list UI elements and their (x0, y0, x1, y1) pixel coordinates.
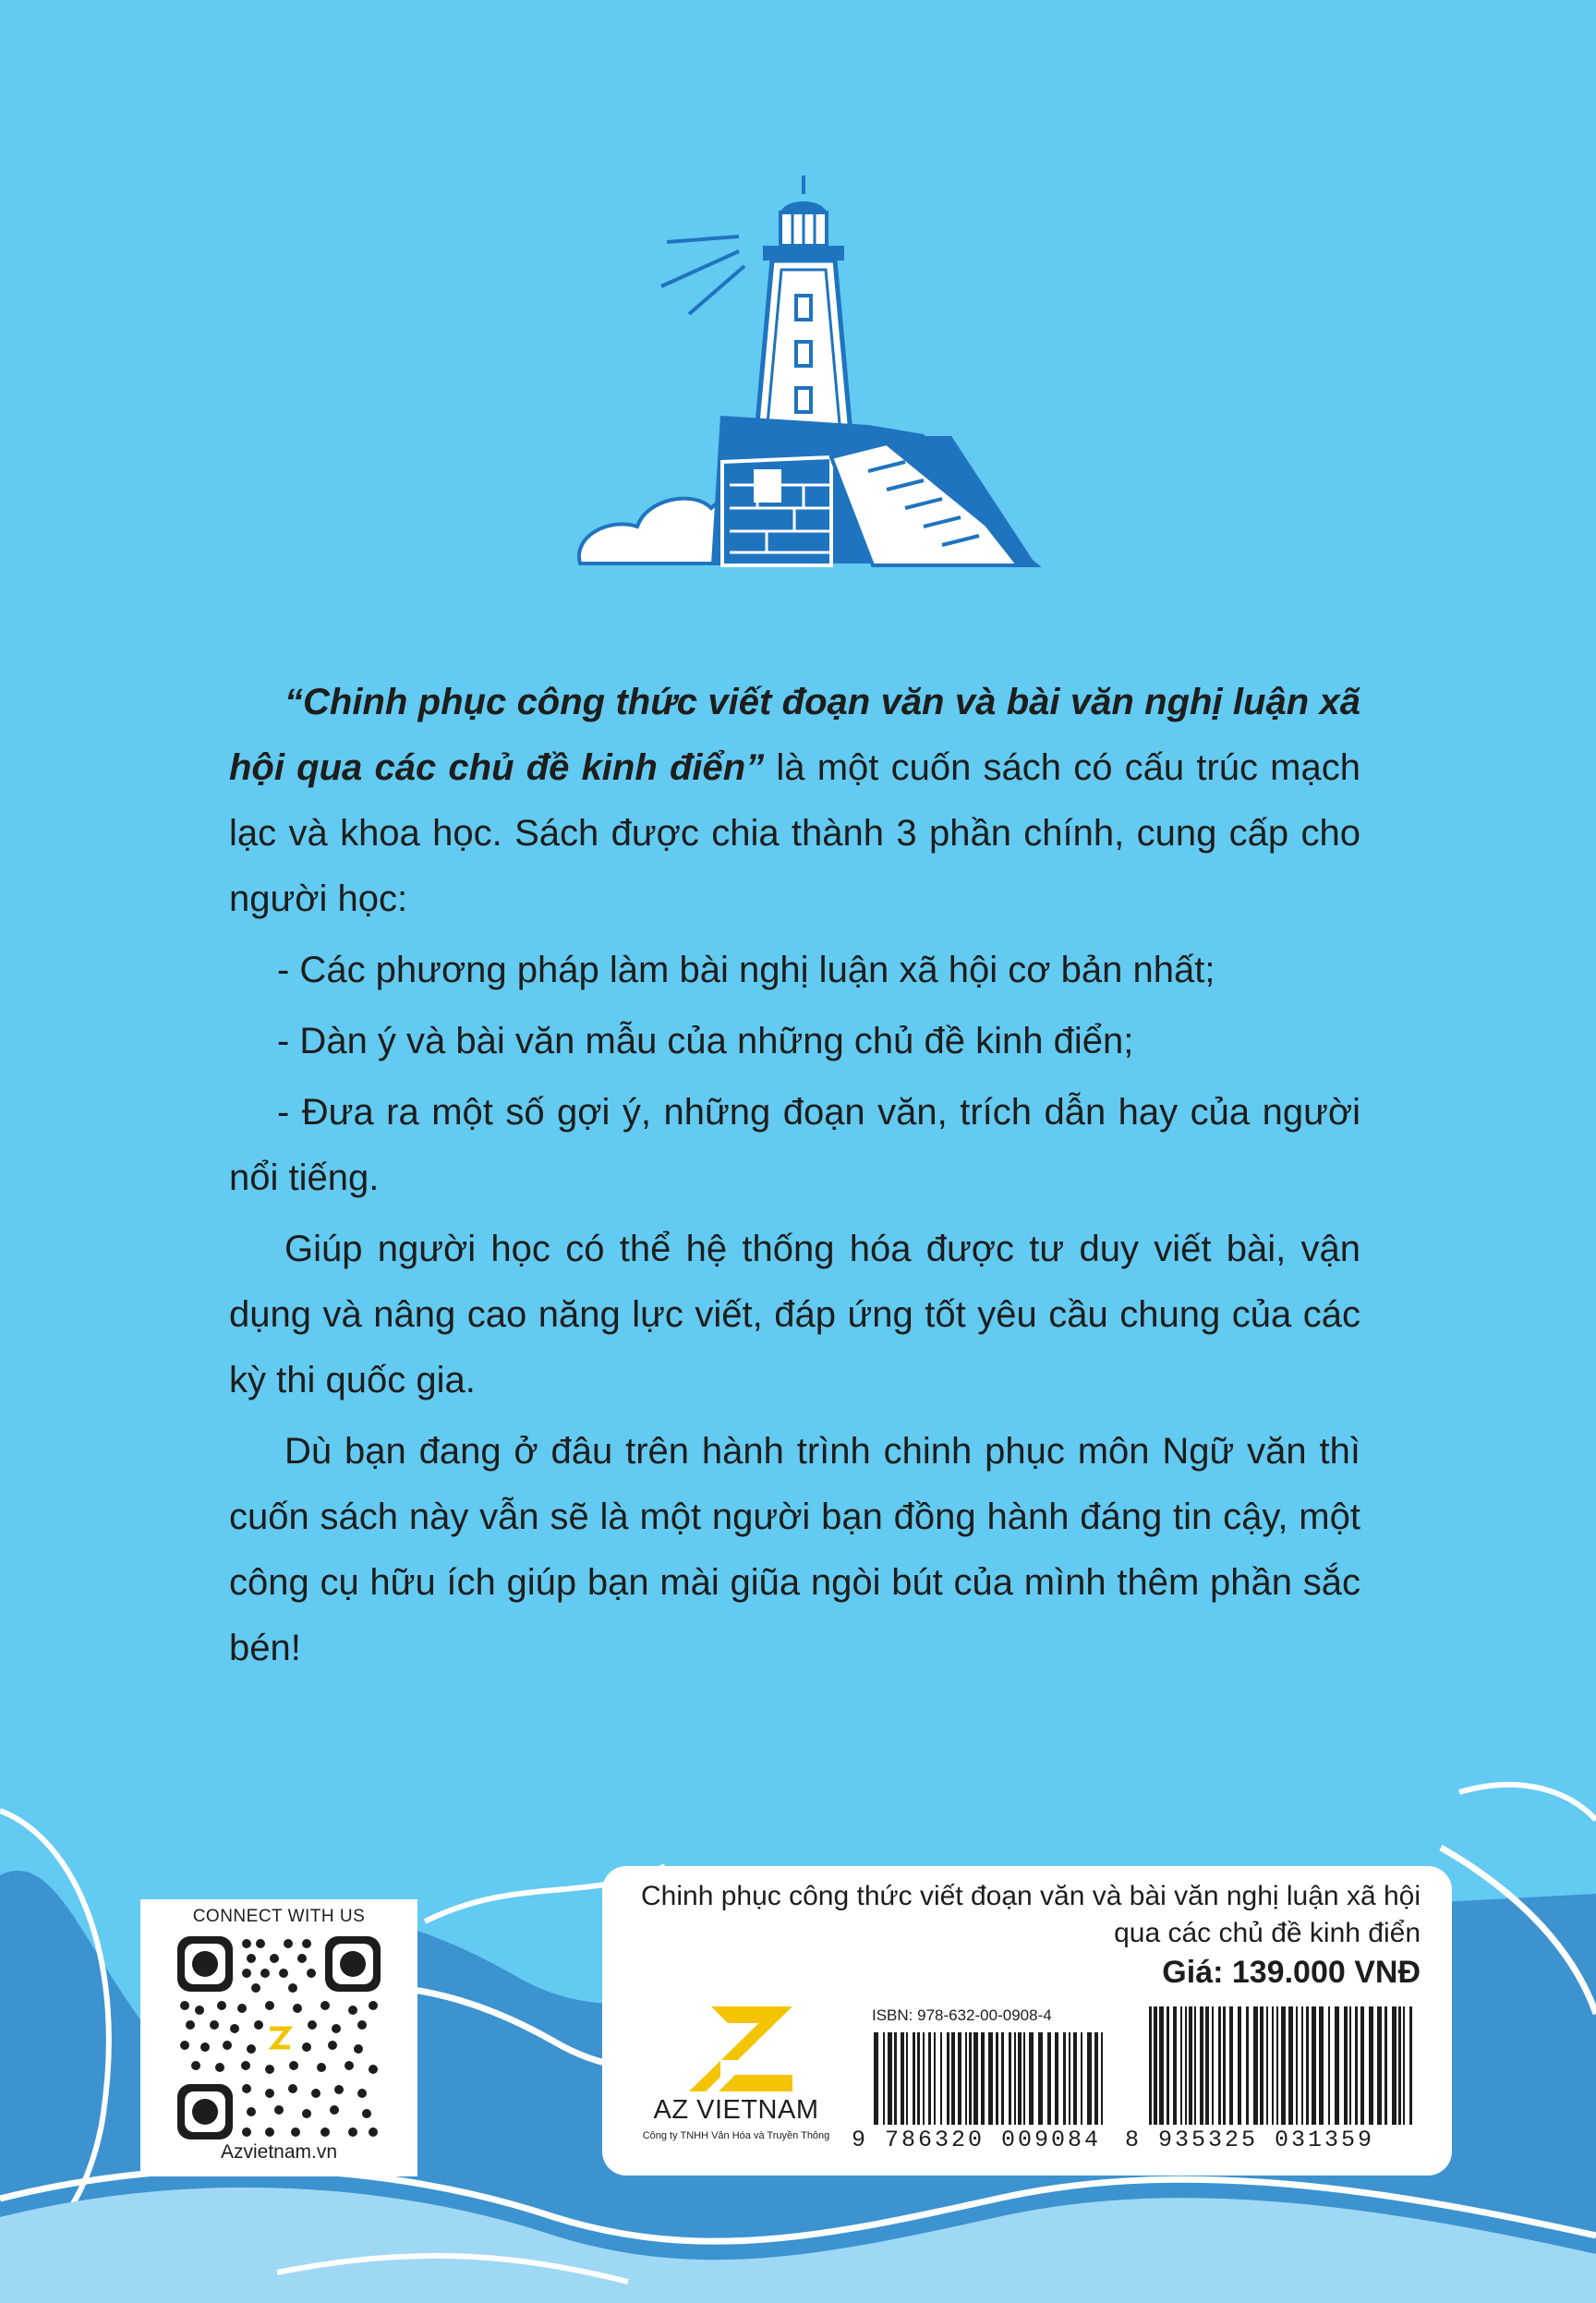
isbn-barcode-digits: 9 786320 009084 (852, 2127, 1102, 2153)
qr-card (140, 1899, 417, 2176)
isbn-label: ISBN: 978-632-00-0908-4 (872, 2006, 1052, 2024)
product-barcode-icon (1147, 2006, 1424, 2125)
bullet-item: - Các phương pháp làm bài nghị luận xã hội cơ bản nhất; (277, 950, 1215, 990)
bullet-item: - Dàn ý và bài văn mẫu của những chủ đề kinh điển; (277, 1021, 1134, 1061)
book-title-line-1: Chinh phục công thức viết đoạn văn và bài văn nghị luận xã hội (641, 1881, 1421, 1911)
publisher-name: AZ VIETNAM (653, 2095, 819, 2125)
paragraph-3: Dù bạn đang ở đâu trên hành trình chinh phục môn Ngữ văn thì cuốn sách này vẫn sẽ là một người bạn đồng hành đáng tin cậy, một công cụ hữu ích giúp bạn mài giũa ngòi bút của mình thêm phần sắc bén! (229, 1431, 1360, 1668)
intro-paragraph (229, 670, 1360, 932)
book-description (229, 670, 1360, 1687)
publisher-subtitle: Công ty TNHH Văn Hóa và Truyền Thông (642, 2130, 830, 2141)
az-vietnam-logo-icon (683, 2003, 794, 2095)
qr-header: CONNECT WITH US (192, 1907, 366, 1926)
paragraph-2: Giúp người học có thể hệ thống hóa được tư duy viết bài, vận dụng và nâng cao năng lực viết, đáp ứng tốt yêu cầu chung của các kỳ thi quốc gia. (229, 1229, 1360, 1400)
price-label: Giá: 139.000 VNĐ (1162, 1955, 1421, 1990)
price-info-card (602, 1866, 1452, 2176)
qr-code-icon[interactable] (177, 1936, 381, 2139)
lighthouse-illustration (554, 166, 1053, 591)
book-title-quote: “Chinh phục công thức viết đoạn văn và bài văn nghị luận xã hội qua các chủ đề kinh điển” (229, 682, 1360, 788)
product-barcode-digits: 8 935325 031359 (1125, 2127, 1375, 2153)
isbn-barcode-icon (872, 2032, 1112, 2125)
website-url[interactable]: Azvietnam.vn (220, 2141, 338, 2163)
book-title-line-2: qua các chủ đề kinh điển (1114, 1918, 1421, 1948)
bullet-item: - Đưa ra một số gợi ý, những đoạn văn, trích dẫn hay của người nổi tiếng. (229, 1092, 1360, 1198)
intro-text: là một cuốn sách có cấu trúc mạch lạc và khoa học. Sách được chia thành 3 phần chính, cung cấp cho người học: (229, 747, 1360, 919)
